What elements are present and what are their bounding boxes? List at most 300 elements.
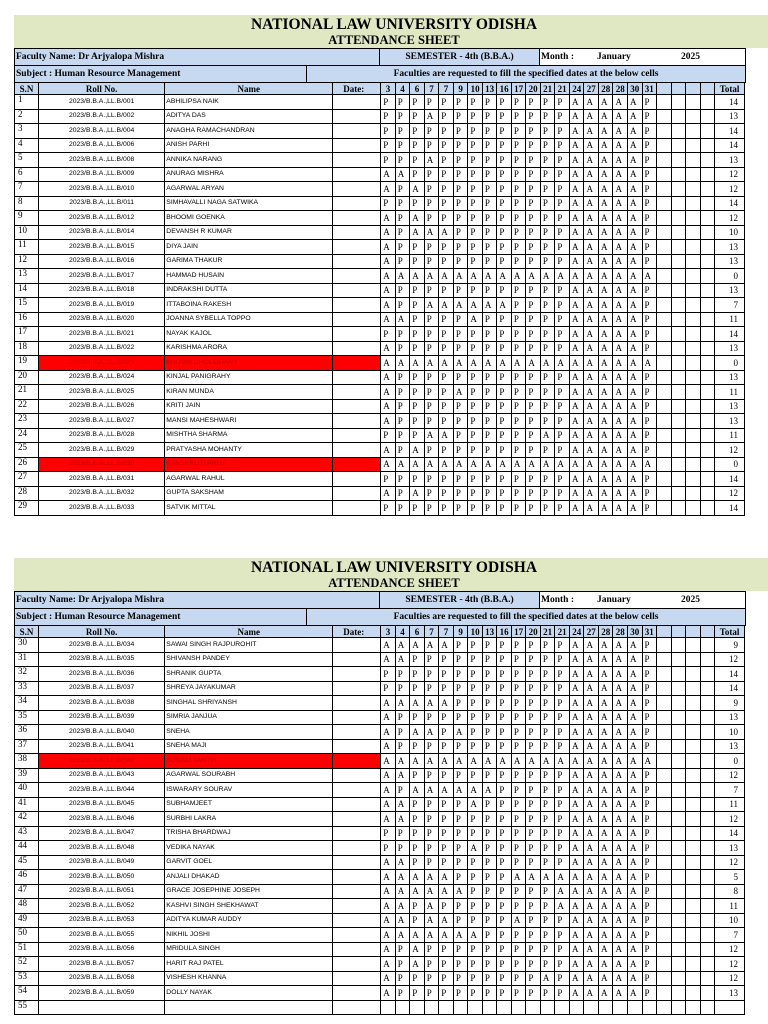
- date-header-cell[interactable]: 7: [439, 83, 454, 95]
- attendance-mark[interactable]: A: [584, 153, 599, 168]
- attendance-mark[interactable]: P: [497, 884, 512, 899]
- attendance-mark[interactable]: P: [424, 211, 439, 226]
- attendance-mark[interactable]: A: [569, 754, 584, 769]
- attendance-mark[interactable]: [671, 370, 686, 385]
- attendance-mark[interactable]: P: [439, 826, 454, 841]
- attendance-mark[interactable]: [657, 443, 672, 458]
- attendance-mark[interactable]: A: [598, 913, 613, 928]
- attendance-mark[interactable]: A: [584, 283, 599, 298]
- attendance-mark[interactable]: P: [497, 855, 512, 870]
- attendance-mark[interactable]: P: [555, 211, 570, 226]
- attendance-mark[interactable]: [453, 1000, 468, 1015]
- attendance-mark[interactable]: [671, 443, 686, 458]
- attendance-mark[interactable]: A: [584, 942, 599, 957]
- attendance-mark[interactable]: P: [511, 855, 526, 870]
- attendance-mark[interactable]: [686, 399, 701, 414]
- attendance-mark[interactable]: [700, 870, 715, 885]
- attendance-mark[interactable]: A: [381, 414, 396, 429]
- attendance-mark[interactable]: A: [395, 928, 410, 943]
- attendance-mark[interactable]: P: [526, 153, 541, 168]
- attendance-mark[interactable]: [671, 95, 686, 110]
- attendance-mark[interactable]: A: [569, 841, 584, 856]
- attendance-mark[interactable]: P: [642, 986, 657, 1001]
- attendance-mark[interactable]: P: [439, 153, 454, 168]
- attendance-mark[interactable]: P: [468, 501, 483, 516]
- attendance-mark[interactable]: A: [410, 957, 425, 972]
- attendance-mark[interactable]: P: [555, 167, 570, 182]
- attendance-mark[interactable]: P: [497, 783, 512, 798]
- attendance-mark[interactable]: P: [497, 841, 512, 856]
- attendance-mark[interactable]: A: [381, 928, 396, 943]
- attendance-mark[interactable]: A: [381, 638, 396, 653]
- attendance-mark[interactable]: P: [511, 327, 526, 342]
- attendance-mark[interactable]: P: [540, 414, 555, 429]
- attendance-mark[interactable]: P: [511, 109, 526, 124]
- attendance-mark[interactable]: [671, 725, 686, 740]
- attendance-mark[interactable]: A: [381, 884, 396, 899]
- attendance-mark[interactable]: A: [598, 797, 613, 812]
- attendance-mark[interactable]: A: [598, 327, 613, 342]
- attendance-mark[interactable]: A: [511, 457, 526, 472]
- attendance-mark[interactable]: P: [642, 196, 657, 211]
- attendance-mark[interactable]: [657, 797, 672, 812]
- attendance-mark[interactable]: [657, 652, 672, 667]
- attendance-mark[interactable]: [686, 428, 701, 443]
- attendance-mark[interactable]: A: [439, 884, 454, 899]
- attendance-mark[interactable]: P: [453, 414, 468, 429]
- attendance-mark[interactable]: P: [453, 472, 468, 487]
- attendance-mark[interactable]: P: [439, 124, 454, 139]
- date-header-cell[interactable]: 7: [424, 83, 439, 95]
- attendance-mark[interactable]: [686, 971, 701, 986]
- attendance-mark[interactable]: A: [453, 725, 468, 740]
- attendance-mark[interactable]: [686, 986, 701, 1001]
- attendance-mark[interactable]: [686, 899, 701, 914]
- attendance-mark[interactable]: A: [540, 971, 555, 986]
- attendance-mark[interactable]: [686, 414, 701, 429]
- attendance-mark[interactable]: A: [628, 269, 643, 284]
- attendance-mark[interactable]: P: [453, 196, 468, 211]
- attendance-mark[interactable]: A: [613, 298, 628, 313]
- attendance-mark[interactable]: P: [540, 638, 555, 653]
- date-header-cell[interactable]: 7: [424, 626, 439, 638]
- attendance-mark[interactable]: P: [555, 812, 570, 827]
- attendance-mark[interactable]: A: [584, 971, 599, 986]
- attendance-mark[interactable]: [686, 312, 701, 327]
- attendance-mark[interactable]: A: [584, 797, 599, 812]
- date-header-cell[interactable]: [671, 626, 686, 638]
- attendance-mark[interactable]: P: [439, 797, 454, 812]
- attendance-mark[interactable]: A: [584, 725, 599, 740]
- attendance-mark[interactable]: [686, 211, 701, 226]
- attendance-mark[interactable]: P: [395, 783, 410, 798]
- attendance-mark[interactable]: P: [410, 298, 425, 313]
- attendance-mark[interactable]: P: [497, 341, 512, 356]
- attendance-mark[interactable]: A: [628, 870, 643, 885]
- attendance-mark[interactable]: P: [540, 826, 555, 841]
- attendance-mark[interactable]: P: [540, 109, 555, 124]
- attendance-mark[interactable]: P: [497, 928, 512, 943]
- attendance-mark[interactable]: A: [569, 899, 584, 914]
- attendance-mark[interactable]: [686, 884, 701, 899]
- date-header-cell[interactable]: [686, 83, 701, 95]
- attendance-mark[interactable]: P: [526, 928, 541, 943]
- attendance-mark[interactable]: P: [642, 124, 657, 139]
- attendance-mark[interactable]: P: [453, 667, 468, 682]
- attendance-mark[interactable]: [628, 1000, 643, 1015]
- attendance-mark[interactable]: [700, 283, 715, 298]
- attendance-mark[interactable]: [671, 109, 686, 124]
- attendance-mark[interactable]: P: [439, 986, 454, 1001]
- attendance-mark[interactable]: P: [526, 942, 541, 957]
- attendance-mark[interactable]: P: [540, 812, 555, 827]
- attendance-mark[interactable]: P: [482, 870, 497, 885]
- attendance-mark[interactable]: P: [497, 414, 512, 429]
- attendance-mark[interactable]: A: [613, 783, 628, 798]
- attendance-mark[interactable]: A: [468, 754, 483, 769]
- attendance-mark[interactable]: P: [511, 812, 526, 827]
- attendance-mark[interactable]: P: [482, 710, 497, 725]
- attendance-mark[interactable]: P: [526, 971, 541, 986]
- date-header-cell[interactable]: 27: [584, 83, 599, 95]
- attendance-mark[interactable]: [700, 414, 715, 429]
- attendance-mark[interactable]: P: [424, 667, 439, 682]
- attendance-mark[interactable]: [686, 942, 701, 957]
- attendance-mark[interactable]: P: [424, 812, 439, 827]
- attendance-mark[interactable]: P: [410, 283, 425, 298]
- attendance-mark[interactable]: A: [628, 167, 643, 182]
- attendance-mark[interactable]: [424, 1000, 439, 1015]
- attendance-mark[interactable]: [686, 225, 701, 240]
- attendance-mark[interactable]: P: [511, 928, 526, 943]
- attendance-mark[interactable]: [657, 725, 672, 740]
- attendance-mark[interactable]: [686, 182, 701, 197]
- attendance-mark[interactable]: [700, 225, 715, 240]
- attendance-mark[interactable]: A: [584, 399, 599, 414]
- attendance-mark[interactable]: P: [511, 725, 526, 740]
- attendance-mark[interactable]: A: [381, 486, 396, 501]
- attendance-mark[interactable]: P: [410, 652, 425, 667]
- attendance-mark[interactable]: [686, 95, 701, 110]
- attendance-mark[interactable]: P: [453, 768, 468, 783]
- attendance-mark[interactable]: A: [598, 457, 613, 472]
- attendance-mark[interactable]: [686, 486, 701, 501]
- attendance-mark[interactable]: P: [642, 472, 657, 487]
- attendance-mark[interactable]: [700, 783, 715, 798]
- attendance-mark[interactable]: A: [642, 754, 657, 769]
- attendance-mark[interactable]: A: [613, 812, 628, 827]
- attendance-mark[interactable]: P: [511, 797, 526, 812]
- attendance-mark[interactable]: P: [453, 797, 468, 812]
- attendance-mark[interactable]: A: [584, 841, 599, 856]
- attendance-mark[interactable]: P: [497, 638, 512, 653]
- attendance-mark[interactable]: P: [526, 855, 541, 870]
- attendance-mark[interactable]: P: [511, 124, 526, 139]
- attendance-mark[interactable]: P: [439, 196, 454, 211]
- attendance-mark[interactable]: A: [410, 356, 425, 371]
- attendance-mark[interactable]: P: [395, 971, 410, 986]
- attendance-mark[interactable]: A: [569, 855, 584, 870]
- attendance-mark[interactable]: A: [628, 696, 643, 711]
- attendance-mark[interactable]: [657, 754, 672, 769]
- date-header-cell[interactable]: [700, 626, 715, 638]
- attendance-mark[interactable]: P: [453, 182, 468, 197]
- attendance-mark[interactable]: P: [482, 182, 497, 197]
- attendance-mark[interactable]: [657, 812, 672, 827]
- attendance-mark[interactable]: P: [410, 196, 425, 211]
- attendance-mark[interactable]: [700, 370, 715, 385]
- attendance-mark[interactable]: P: [482, 942, 497, 957]
- attendance-mark[interactable]: P: [468, 957, 483, 972]
- attendance-mark[interactable]: P: [642, 254, 657, 269]
- attendance-mark[interactable]: A: [424, 225, 439, 240]
- attendance-mark[interactable]: P: [555, 768, 570, 783]
- attendance-mark[interactable]: P: [511, 211, 526, 226]
- attendance-mark[interactable]: P: [642, 957, 657, 972]
- attendance-mark[interactable]: P: [555, 399, 570, 414]
- attendance-mark[interactable]: [671, 501, 686, 516]
- attendance-mark[interactable]: P: [540, 486, 555, 501]
- attendance-mark[interactable]: [657, 696, 672, 711]
- attendance-mark[interactable]: P: [424, 124, 439, 139]
- attendance-mark[interactable]: P: [453, 501, 468, 516]
- attendance-mark[interactable]: A: [584, 196, 599, 211]
- attendance-mark[interactable]: P: [395, 240, 410, 255]
- attendance-mark[interactable]: A: [555, 870, 570, 885]
- attendance-mark[interactable]: P: [395, 385, 410, 400]
- attendance-mark[interactable]: P: [497, 681, 512, 696]
- attendance-mark[interactable]: [700, 1000, 715, 1015]
- attendance-mark[interactable]: A: [381, 283, 396, 298]
- attendance-mark[interactable]: P: [410, 399, 425, 414]
- attendance-mark[interactable]: P: [540, 725, 555, 740]
- attendance-mark[interactable]: P: [642, 855, 657, 870]
- attendance-mark[interactable]: A: [439, 457, 454, 472]
- attendance-mark[interactable]: P: [410, 95, 425, 110]
- attendance-mark[interactable]: A: [584, 269, 599, 284]
- attendance-mark[interactable]: P: [511, 826, 526, 841]
- attendance-mark[interactable]: P: [497, 385, 512, 400]
- attendance-mark[interactable]: A: [381, 812, 396, 827]
- attendance-mark[interactable]: P: [395, 196, 410, 211]
- attendance-mark[interactable]: P: [453, 240, 468, 255]
- attendance-mark[interactable]: P: [410, 312, 425, 327]
- attendance-mark[interactable]: A: [613, 797, 628, 812]
- attendance-mark[interactable]: [700, 269, 715, 284]
- attendance-mark[interactable]: [700, 696, 715, 711]
- attendance-mark[interactable]: P: [439, 501, 454, 516]
- attendance-mark[interactable]: P: [540, 167, 555, 182]
- attendance-mark[interactable]: P: [642, 153, 657, 168]
- attendance-mark[interactable]: P: [424, 957, 439, 972]
- attendance-mark[interactable]: A: [598, 681, 613, 696]
- attendance-mark[interactable]: P: [381, 196, 396, 211]
- attendance-mark[interactable]: A: [584, 428, 599, 443]
- attendance-mark[interactable]: [671, 472, 686, 487]
- attendance-mark[interactable]: [700, 124, 715, 139]
- attendance-mark[interactable]: [657, 841, 672, 856]
- attendance-mark[interactable]: [686, 138, 701, 153]
- attendance-mark[interactable]: P: [410, 681, 425, 696]
- attendance-mark[interactable]: A: [584, 472, 599, 487]
- attendance-mark[interactable]: A: [410, 182, 425, 197]
- attendance-mark[interactable]: P: [424, 370, 439, 385]
- attendance-mark[interactable]: P: [395, 739, 410, 754]
- attendance-mark[interactable]: P: [424, 826, 439, 841]
- attendance-mark[interactable]: P: [424, 472, 439, 487]
- attendance-mark[interactable]: P: [453, 826, 468, 841]
- attendance-mark[interactable]: A: [555, 899, 570, 914]
- attendance-mark[interactable]: P: [526, 710, 541, 725]
- attendance-mark[interactable]: P: [482, 855, 497, 870]
- attendance-mark[interactable]: P: [511, 196, 526, 211]
- attendance-mark[interactable]: P: [453, 957, 468, 972]
- attendance-mark[interactable]: A: [584, 341, 599, 356]
- attendance-mark[interactable]: A: [410, 942, 425, 957]
- attendance-mark[interactable]: P: [526, 696, 541, 711]
- attendance-mark[interactable]: P: [526, 768, 541, 783]
- attendance-mark[interactable]: P: [482, 428, 497, 443]
- attendance-mark[interactable]: A: [511, 754, 526, 769]
- attendance-mark[interactable]: P: [555, 681, 570, 696]
- attendance-mark[interactable]: A: [468, 298, 483, 313]
- attendance-mark[interactable]: P: [482, 826, 497, 841]
- attendance-mark[interactable]: P: [482, 109, 497, 124]
- attendance-mark[interactable]: P: [453, 899, 468, 914]
- attendance-mark[interactable]: P: [526, 986, 541, 1001]
- attendance-mark[interactable]: P: [424, 95, 439, 110]
- attendance-mark[interactable]: [686, 638, 701, 653]
- attendance-mark[interactable]: [671, 196, 686, 211]
- attendance-mark[interactable]: P: [555, 667, 570, 682]
- attendance-mark[interactable]: A: [395, 884, 410, 899]
- attendance-mark[interactable]: A: [613, 739, 628, 754]
- attendance-mark[interactable]: P: [395, 298, 410, 313]
- attendance-mark[interactable]: A: [584, 870, 599, 885]
- attendance-mark[interactable]: P: [555, 283, 570, 298]
- attendance-mark[interactable]: P: [497, 913, 512, 928]
- attendance-mark[interactable]: A: [381, 739, 396, 754]
- date-header-cell[interactable]: 17: [511, 626, 526, 638]
- attendance-mark[interactable]: A: [613, 283, 628, 298]
- attendance-mark[interactable]: [700, 472, 715, 487]
- attendance-mark[interactable]: [671, 899, 686, 914]
- attendance-mark[interactable]: P: [555, 254, 570, 269]
- attendance-mark[interactable]: A: [381, 783, 396, 798]
- attendance-mark[interactable]: P: [410, 167, 425, 182]
- attendance-mark[interactable]: A: [497, 298, 512, 313]
- attendance-mark[interactable]: P: [497, 225, 512, 240]
- attendance-mark[interactable]: A: [395, 855, 410, 870]
- attendance-mark[interactable]: A: [410, 211, 425, 226]
- attendance-mark[interactable]: P: [526, 414, 541, 429]
- attendance-mark[interactable]: P: [526, 812, 541, 827]
- attendance-mark[interactable]: P: [468, 725, 483, 740]
- attendance-mark[interactable]: P: [497, 254, 512, 269]
- attendance-mark[interactable]: A: [628, 472, 643, 487]
- attendance-mark[interactable]: A: [381, 696, 396, 711]
- attendance-mark[interactable]: A: [628, 739, 643, 754]
- attendance-mark[interactable]: P: [555, 443, 570, 458]
- attendance-mark[interactable]: P: [482, 167, 497, 182]
- attendance-mark[interactable]: P: [395, 428, 410, 443]
- attendance-mark[interactable]: [657, 899, 672, 914]
- attendance-mark[interactable]: P: [497, 942, 512, 957]
- attendance-mark[interactable]: P: [439, 942, 454, 957]
- attendance-mark[interactable]: A: [395, 768, 410, 783]
- attendance-mark[interactable]: P: [381, 109, 396, 124]
- date-header-cell[interactable]: 17: [511, 83, 526, 95]
- attendance-mark[interactable]: P: [540, 501, 555, 516]
- attendance-mark[interactable]: P: [468, 855, 483, 870]
- attendance-mark[interactable]: A: [613, 696, 628, 711]
- attendance-mark[interactable]: A: [598, 928, 613, 943]
- attendance-mark[interactable]: [657, 225, 672, 240]
- attendance-mark[interactable]: A: [598, 667, 613, 682]
- attendance-mark[interactable]: P: [526, 667, 541, 682]
- attendance-mark[interactable]: P: [526, 899, 541, 914]
- attendance-mark[interactable]: A: [410, 269, 425, 284]
- attendance-mark[interactable]: P: [453, 696, 468, 711]
- attendance-mark[interactable]: P: [453, 327, 468, 342]
- attendance-mark[interactable]: A: [598, 124, 613, 139]
- attendance-mark[interactable]: P: [468, 971, 483, 986]
- attendance-mark[interactable]: P: [395, 667, 410, 682]
- attendance-mark[interactable]: [700, 385, 715, 400]
- attendance-mark[interactable]: P: [555, 240, 570, 255]
- attendance-mark[interactable]: P: [381, 826, 396, 841]
- attendance-mark[interactable]: A: [410, 725, 425, 740]
- date-header-cell[interactable]: 9: [453, 626, 468, 638]
- attendance-mark[interactable]: A: [424, 428, 439, 443]
- attendance-mark[interactable]: P: [424, 312, 439, 327]
- attendance-mark[interactable]: P: [424, 327, 439, 342]
- attendance-mark[interactable]: A: [584, 638, 599, 653]
- attendance-mark[interactable]: [700, 428, 715, 443]
- attendance-mark[interactable]: [657, 681, 672, 696]
- attendance-mark[interactable]: A: [613, 486, 628, 501]
- attendance-mark[interactable]: P: [482, 385, 497, 400]
- attendance-mark[interactable]: A: [395, 652, 410, 667]
- attendance-mark[interactable]: A: [381, 768, 396, 783]
- attendance-mark[interactable]: P: [511, 971, 526, 986]
- attendance-mark[interactable]: A: [482, 298, 497, 313]
- attendance-mark[interactable]: P: [468, 768, 483, 783]
- attendance-mark[interactable]: P: [540, 153, 555, 168]
- attendance-mark[interactable]: [700, 240, 715, 255]
- attendance-mark[interactable]: A: [584, 124, 599, 139]
- attendance-mark[interactable]: A: [569, 399, 584, 414]
- attendance-mark[interactable]: P: [468, 385, 483, 400]
- attendance-mark[interactable]: A: [424, 725, 439, 740]
- attendance-mark[interactable]: A: [598, 240, 613, 255]
- attendance-mark[interactable]: P: [482, 414, 497, 429]
- attendance-mark[interactable]: A: [453, 385, 468, 400]
- attendance-mark[interactable]: A: [453, 783, 468, 798]
- attendance-mark[interactable]: [671, 957, 686, 972]
- attendance-mark[interactable]: [657, 341, 672, 356]
- attendance-mark[interactable]: [700, 138, 715, 153]
- attendance-mark[interactable]: P: [453, 138, 468, 153]
- attendance-mark[interactable]: P: [642, 341, 657, 356]
- attendance-mark[interactable]: P: [642, 841, 657, 856]
- attendance-mark[interactable]: P: [468, 710, 483, 725]
- attendance-mark[interactable]: A: [381, 254, 396, 269]
- attendance-mark[interactable]: A: [410, 486, 425, 501]
- attendance-mark[interactable]: P: [540, 138, 555, 153]
- attendance-mark[interactable]: P: [424, 399, 439, 414]
- attendance-mark[interactable]: [686, 370, 701, 385]
